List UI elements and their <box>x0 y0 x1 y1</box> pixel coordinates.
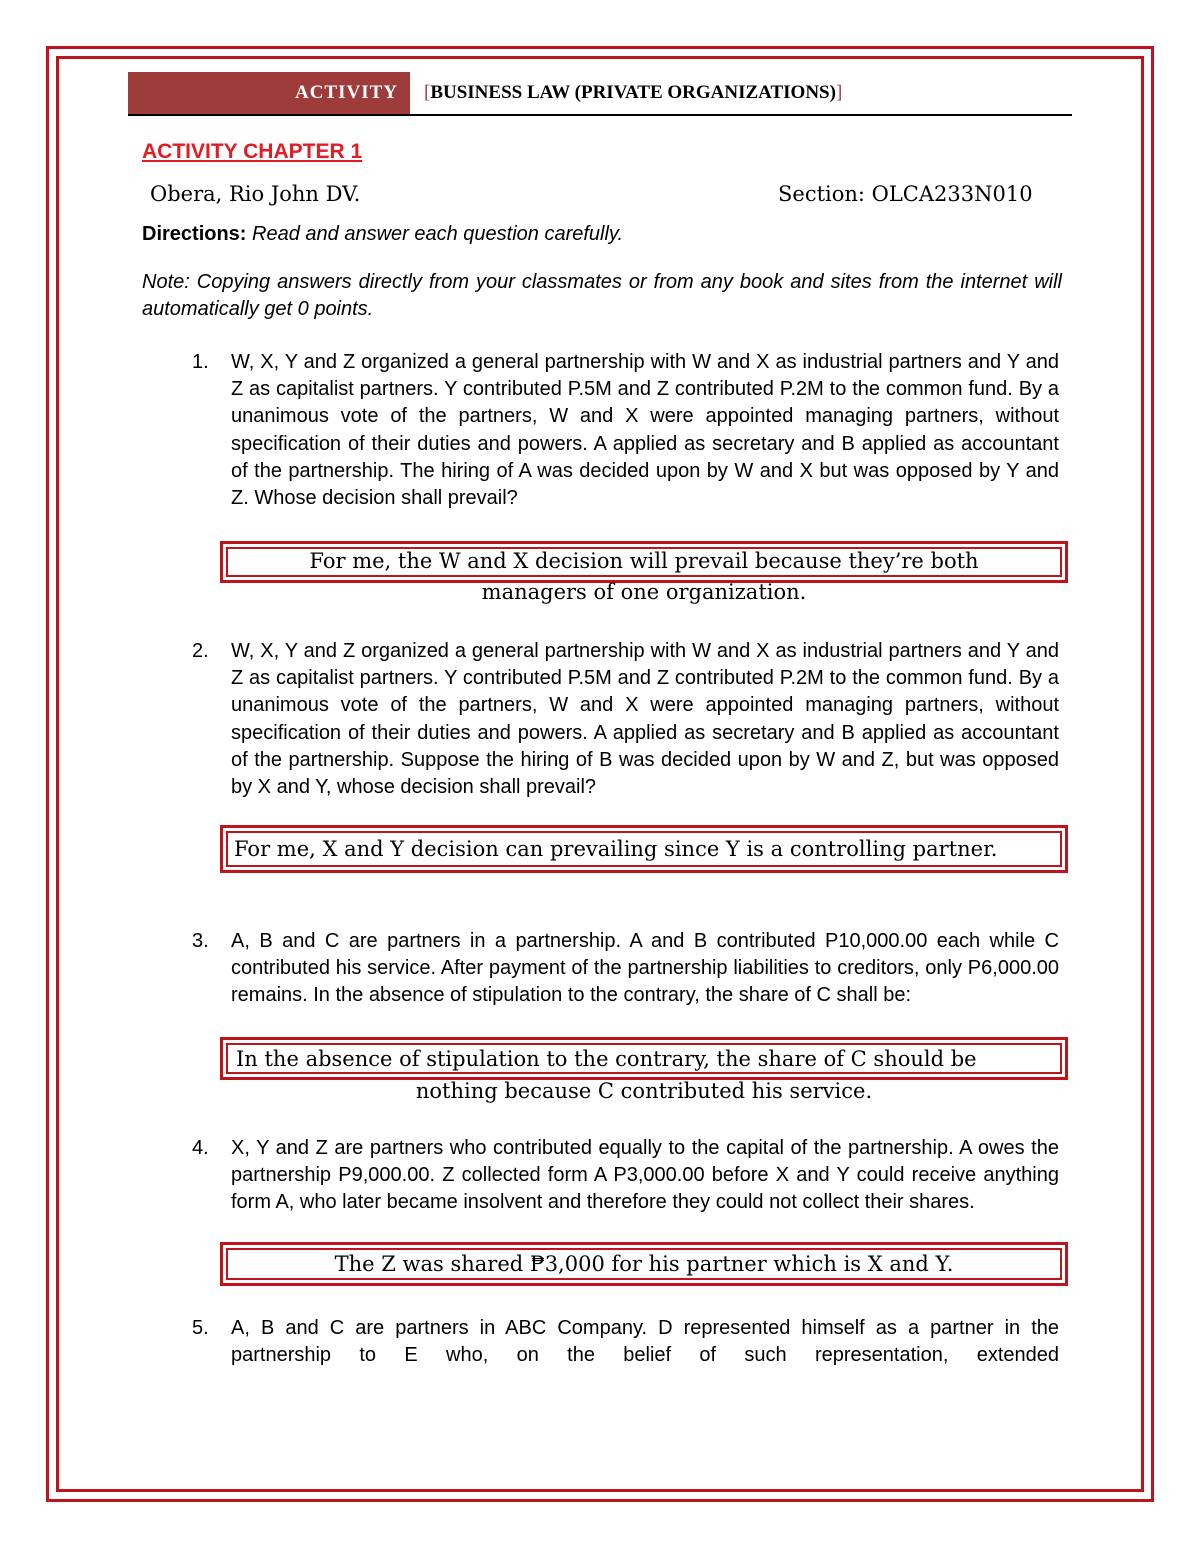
question-number: 3. <box>192 930 209 952</box>
answer-line: The Z was shared ₱3,000 for his partner which is X and Y. <box>334 1252 954 1276</box>
header-title-open-bracket: [ <box>424 82 431 103</box>
note: Note: Copying answers directly from your classmates or from any book and sites from the internet will automatically get 0 points. <box>142 271 1062 320</box>
directions <box>142 223 623 246</box>
student-section: Section: OLCA233N010 <box>778 182 1033 206</box>
header-title-text: BUSINESS LAW (PRIVATE ORGANIZATIONS) <box>430 82 836 103</box>
question-text: A, B and C are partners in a partnership. A and B contributed P10,000.00 each while C contributed his service. After payment of the partnership liabilities to creditors, only P6,000.00 remains. In the absence of stipulation to the contrary, the share of C shall be: <box>231 930 1059 1007</box>
question-text: A, B and C are partners in ABC Company. D represented himself as a partner in the partnership to E who, on the belief of such representation, extended <box>231 1317 1059 1367</box>
answer-line: nothing because C contributed his service. <box>415 1079 873 1103</box>
answer-line: For me, the W and X decision will prevail because they’re both <box>309 549 979 573</box>
question-number: 2. <box>192 640 209 662</box>
header-tag: ACTIVITY <box>128 72 410 114</box>
answer-line: managers of one organization. <box>481 580 807 604</box>
question-text: W, X, Y and Z organized a general partnership with W and X as industrial partners and Y and Z as capitalist partners. Y contributed P.5M and Z contributed P.2M to the common fund. By a unanimous vote of the partners, W and X were appointed managing partners, without specification of their duties and powers. A applied as secretary and B applied as accountant of the partnership. The hiring of A was decided upon by W and X but was opposed by Y and Z. Whose decision shall prevail? <box>231 351 1059 510</box>
question-number: 5. <box>192 1317 209 1339</box>
directions-text: Read and answer each question carefully. <box>252 223 623 245</box>
header-title-close-bracket: ] <box>835 82 843 103</box>
directions-label: Directions: <box>142 223 247 245</box>
question-text: W, X, Y and Z organized a general partnership with W and X as industrial partners and Y and Z as capitalist partners. Y contributed P.5M and Z contributed P.2M to the common fund. By a unanimous vote of the partners, W and X were appointed managing partners, without specification of their duties and powers. A applied as secretary and B applied as accountant of the partnership. Suppose the hiring of B was decided upon by W and Z, but was opposed by X and Y, whose decision shall prevail? <box>231 640 1059 799</box>
question-number: 4. <box>192 1137 209 1159</box>
answer-line: In the absence of stipulation to the contrary, the share of C should be <box>236 1047 977 1071</box>
chapter-title: ACTIVITY CHAPTER 1 <box>142 140 363 163</box>
student-name: Obera, Rio John DV. <box>150 182 361 206</box>
answer-line: For me, X and Y decision can prevailing since Y is a controlling partner. <box>234 837 998 861</box>
question-text: X, Y and Z are partners who contributed equally to the capital of the partnership. A owes the partnership P9,000.00. Z collected form A P3,000.00 before X and Y could receive anything form A, who later became insolvent and therefore they could not collect their shares. <box>231 1137 1059 1214</box>
header-title <box>424 72 842 114</box>
document-header <box>128 72 1072 116</box>
question-number: 1. <box>192 351 209 373</box>
